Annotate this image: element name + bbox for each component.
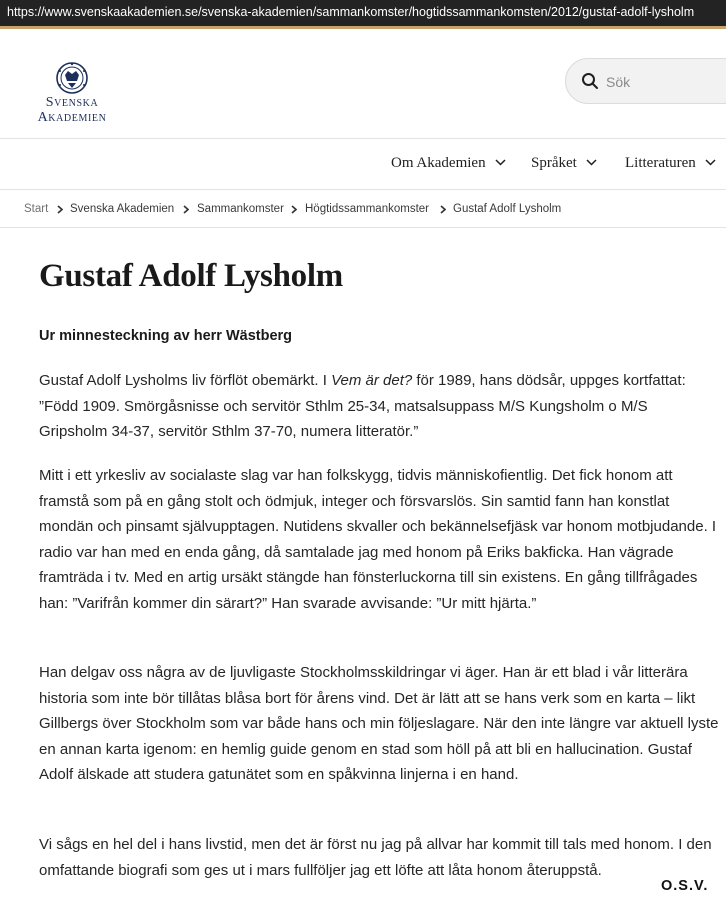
site-header bbox=[0, 29, 726, 139]
nav-label: Litteraturen bbox=[625, 155, 696, 171]
logo-line-2: Akademien bbox=[37, 110, 107, 125]
breadcrumb-svenska-akademien[interactable]: Svenska Akademien bbox=[70, 203, 175, 215]
nav-item-litteraturen[interactable] bbox=[625, 155, 716, 172]
paragraph-3: Han delgav oss några av de ljuvligaste Stockholmsskildringar vi äger. Han är ett blad i vår litterära historia som inte bör tillåtas blåsa bort för årens vind. Det är lätt att se hans verk som en karta – likt Gillbergs över Stockholm som var både hans och min följeslagare. När den inte längre var aktuell lyste en annan karta igenom: en hemlig guide genom en stad som höll på att bli en hallucination. Gustaf Adolf älskade att studera gatunätet som en spåkvinna linjerna i en hand. bbox=[39, 664, 719, 783]
nav-item-spraket[interactable] bbox=[531, 155, 597, 172]
chevron-right-icon bbox=[440, 205, 446, 214]
site-logo[interactable] bbox=[27, 61, 117, 131]
paragraph-4: Vi sågs en hel del i hans livstid, men det är först nu jag på allvar har kommit till tals med honom. I den omfattande biografi som ges ut i mars fullföljer jag ett löfte att låta honom återuppstå. bbox=[39, 836, 712, 879]
chevron-down-icon bbox=[495, 159, 506, 166]
breadcrumb-sammankomster[interactable]: Sammankomster bbox=[197, 203, 284, 215]
nav-label: Språket bbox=[531, 155, 577, 171]
osv-watermark: O.S.V. bbox=[661, 878, 709, 894]
search-icon bbox=[581, 72, 599, 90]
chevron-right-icon bbox=[183, 205, 189, 214]
breadcrumb-current: Gustaf Adolf Lysholm bbox=[453, 203, 562, 215]
url-text[interactable]: https://www.svenskaakademien.se/svenska-akademien/sammankomster/hogtidssammankomsten/2012/gustaf-adolf-lysholm bbox=[7, 5, 695, 19]
chevron-down-icon bbox=[705, 159, 716, 166]
paragraph-2: Mitt i ett yrkesliv av socialaste slag var han folkskygg, tidvis människofientlig. Det fick honom att framstå som på en gång stolt och ödmjuk, integer och försvarslös. Sin samtid fann han konstlat mondän och pinsamt självupptagen. Nutidens skvaller och bekännelsefjäsk var honom motbjudande. I radio var han med en enda gång, då samtalade jag med honom på Eriks bakficka. Han vägrade framträda i tv. Med en artig ursäkt stängde han fönsterluckorna till sin existens. En gång tillfrågades han: ”Varifrån kommer din särart?” Han svarade avvisande: ”Ur mitt hjärta.” bbox=[39, 467, 717, 612]
search-placeholder: Sök bbox=[606, 74, 631, 90]
paragraph-1-text-end: för 1989, hans dödsår, uppges kortfattat: ”Född 1909. Smörgåsnisse och servitör Sthlm 25-34, matsalsuppass M/S Kungsholm o M/S Gripsholm 34-37, servitör Sthlm 37-70, numera litteratör.” bbox=[39, 372, 686, 440]
logo-line-1: Svenska bbox=[45, 95, 99, 110]
nav-item-om-akademien[interactable] bbox=[391, 155, 506, 172]
chevron-right-icon bbox=[57, 205, 63, 214]
paragraph-1-text: Gustaf Adolf Lysholms liv förflöt obemärkt. I bbox=[39, 372, 332, 389]
nav-label: Om Akademien bbox=[391, 155, 486, 171]
breadcrumb bbox=[0, 190, 726, 228]
page-title: Gustaf Adolf Lysholm bbox=[39, 258, 343, 294]
chevron-right-icon bbox=[291, 205, 297, 214]
breadcrumb-start[interactable]: Start bbox=[24, 203, 49, 215]
search-input[interactable] bbox=[565, 58, 726, 104]
main-nav bbox=[0, 139, 726, 190]
article-subtitle: Ur minnesteckning av herr Wästberg bbox=[39, 328, 293, 344]
paragraph-1 bbox=[39, 368, 719, 445]
breadcrumb-hogtidssammankomster[interactable]: Högtidssammankomster bbox=[305, 203, 429, 215]
academy-seal-icon bbox=[54, 61, 90, 95]
browser-url-bar[interactable] bbox=[0, 0, 726, 29]
chevron-down-icon bbox=[586, 159, 597, 166]
paragraph-1-italic: Vem är det? bbox=[331, 372, 413, 389]
